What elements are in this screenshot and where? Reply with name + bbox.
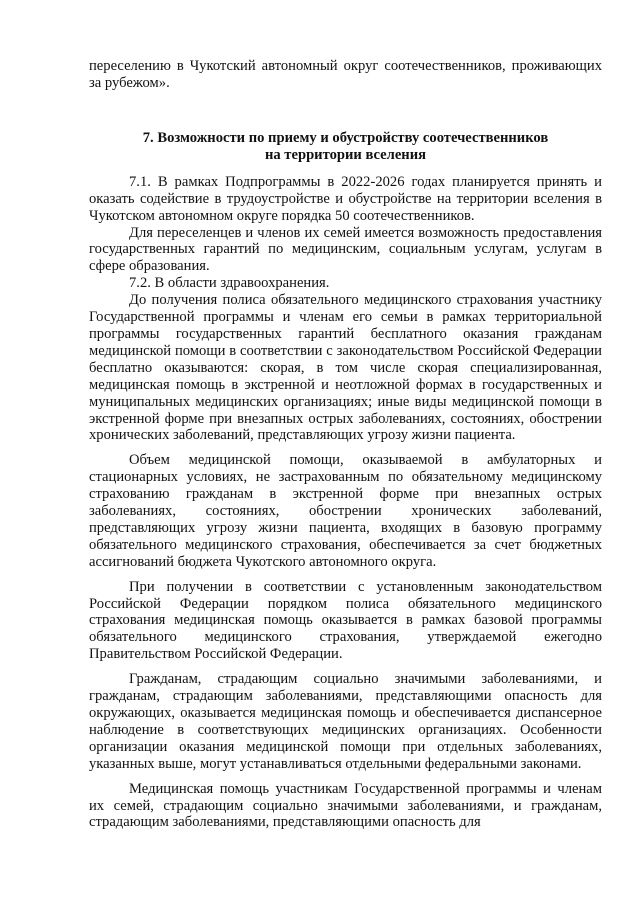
paragraph-participants-care: Медицинская помощь участникам Государственной программы и членам их семей, страдающим социально значимыми заболеваниями, и гражданам, страдающим заболеваниями, представляющими опасность для — [89, 780, 602, 831]
paragraph-upon-policy: При получении в соответствии с установленным законодательством Российской Федерации порядком полиса обязательного медицинского страхования медицинская помощь оказывается в рамках базовой программы обязательного медицинского страхования, утверждаемой ежегодно Правительством Российской Федерации. — [89, 578, 602, 663]
section-heading — [89, 130, 602, 164]
paragraph-socially-significant: Гражданам, страдающим социально значимыми заболеваниями, и гражданам, страдающим заболеваниями, представляющими опасность для окружающих, оказывается медицинская помощь и обеспечивается диспансерное наблюдение в соответствующих медицинских организациях. Особенности организации оказания медицинской помощи при отдельных заболеваниях, указанных выше, могут устанавливаться отдельными федеральными законами. — [89, 671, 602, 772]
paragraph-7-2: 7.2. В области здравоохранения. — [129, 275, 330, 292]
paragraph-guarantees: Для переселенцев и членов их семей имеется возможность предоставления государственных гарантий по медицинским, социальным услугам, услугам в сфере образования. — [89, 224, 602, 275]
section-title-line-1: 7. Возможности по приему и обустройству соотечественников — [142, 129, 549, 146]
paragraph-volume-of-care: Объем медицинской помощи, оказываемой в амбулаторных и стационарных условиях, не застрахованным по обязательному медицинскому страхованию гражданам в экстренной форме при внезапных острых заболеваниях, состояниях, обострении хронических заболеваний, представляющих угрозу жизни пациента, входящих в базовую программу обязательного медицинского страхования, обеспечивается за счет бюджетных ассигнований бюджета Чукотского автономного округа. — [89, 452, 602, 570]
lead-paragraph: переселению в Чукотский автономный округ соотечественников, проживающих за рубежом». — [89, 58, 602, 91]
paragraph-7-1: 7.1. В рамках Подпрограммы в 2022-2026 годах планируется принять и оказать содействие в трудоустройстве и обустройстве на территории вселения в Чукотском автономном округе порядка 50 соотечественников. — [89, 173, 602, 224]
section-title-line-2: на территории вселения — [264, 146, 427, 163]
document-page — [89, 58, 602, 831]
paragraph-before-policy: До получения полиса обязательного медицинского страхования участнику Государственной программы и членам его семьи в рамках территориальной программы государственных гарантий бесплатного оказания гражданам медицинской помощи в соответствии с законодательством Российской Федерации бесплатно оказываются: скорая, в том числе скорая специализированная, медицинская помощь в экстренной и неотложной формах в государственных и муниципальных медицинских организациях; иные виды медицинской помощи в экстренной форме при внезапных острых заболеваниях, состояниях, обострении хронических заболеваний, представляющих угрозу жизни пациента. — [89, 292, 602, 444]
